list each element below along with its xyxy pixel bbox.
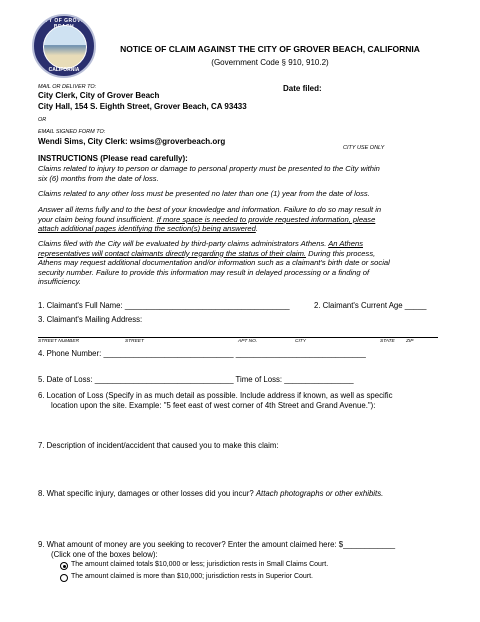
- amount-instructions: (Click one of the boxes below):: [51, 550, 158, 559]
- option-small-claims-label: The amount claimed totals $10,000 or less; jurisdiction rests in Small Claims Court.: [71, 561, 329, 568]
- mailing-address-label: 3. Claimant's Mailing Address:: [38, 315, 143, 324]
- recipient-address: City Hall, 154 S. Eighth Street, Grover Beach, CA 93433: [38, 102, 247, 111]
- mail-label: MAIL OR DELIVER TO:: [38, 84, 97, 90]
- instructions-p1: [38, 164, 448, 183]
- addr-state-label: STATE: [380, 339, 395, 344]
- injury-damages-question: 8. What specific injury, damages or other losses did you incur?: [38, 489, 256, 498]
- instructions-p3-line: Answer all items fully and to the best of your knowledge and information. Failure to do so may result in: [38, 205, 382, 214]
- instructions-p3-period: .: [255, 224, 258, 234]
- instructions-p2: Claims related to any other loss must be presented no later than one (1) year from the date of loss.: [38, 189, 370, 198]
- instructions-p3: [38, 205, 458, 234]
- injury-damages-field[interactable]: [38, 489, 383, 499]
- instructions-p4-line: security number. Failure to provide this information may result in delayed processing or a finding of: [38, 267, 370, 277]
- option-superior-court-label: The amount claimed is more than $10,000; jurisdiction rests in Superior Court.: [71, 573, 314, 580]
- city-seal-logo: [32, 14, 96, 78]
- seal-text-bottom: CALIFORNIA: [48, 67, 80, 73]
- date-filed-label: Date filed:: [283, 84, 322, 93]
- instructions-p1-line: six (6) months from the date of loss.: [38, 173, 159, 183]
- addr-street-label: STREET: [125, 339, 144, 344]
- email-line: Wendi Sims, City Clerk: wsims@groverbeach.org: [38, 137, 226, 146]
- seal-landscape: [43, 25, 87, 69]
- claimant-name-field[interactable]: 1. Claimant's Full Name: ______________________________________: [38, 301, 290, 310]
- seal-text-top: CITY OF GROVER: [39, 18, 89, 24]
- instructions-p3-text: your claim being found insufficient.: [38, 214, 157, 224]
- instructions-p4-underlined-2: representatives will contact claimants directly regarding the status of their claim.: [38, 248, 307, 258]
- instructions-p3-underlined: If more space is needed to provide requested information, please: [156, 214, 376, 224]
- instructions-p3-underlined-end: attach additional pages identifying the section(s) being answered: [38, 224, 256, 234]
- location-of-loss-field[interactable]: [38, 391, 458, 411]
- date-time-of-loss-field[interactable]: 5. Date of Loss: ________________________________ Time of Loss: ________________: [38, 375, 354, 384]
- phone-number-field[interactable]: 4. Phone Number: ______________________________ ______________________________: [38, 349, 366, 358]
- radio-small-claims[interactable]: [60, 562, 68, 570]
- instructions-p4-line: insufficiency.: [38, 277, 81, 287]
- addr-zip-label: ZIP: [406, 339, 414, 344]
- incident-description-field[interactable]: 7. Description of incident/accident that caused you to make this claim:: [38, 441, 279, 450]
- radio-superior-court[interactable]: [60, 574, 68, 582]
- city-use-only: CITY USE ONLY: [343, 145, 385, 151]
- instructions-p4-text: Claims filed with the City will be evaluated by third-party claims administrators Athens.: [38, 239, 329, 248]
- injury-damages-attach-note: Attach photographs or other exhibits.: [255, 489, 384, 498]
- instructions-p4-underlined: An Athens: [328, 239, 363, 248]
- addr-street-number-label: STREET NUMBER: [38, 339, 80, 344]
- instructions-heading: INSTRUCTIONS (Please read carefully):: [38, 154, 188, 163]
- addr-city-label: CITY: [295, 339, 306, 344]
- amount-claimed-field[interactable]: 9. What amount of money are you seeking to recover? Enter the amount claimed here: $____________: [38, 540, 396, 549]
- form-title: NOTICE OF CLAIM AGAINST THE CITY OF GROVER BEACH, CALIFORNIA: [120, 44, 420, 54]
- instructions-p4: [38, 239, 458, 287]
- claimant-age-field[interactable]: 2. Claimant's Current Age _____: [314, 301, 427, 310]
- addr-apt-label: APT NO.: [238, 339, 258, 344]
- mailing-address-line[interactable]: [38, 337, 438, 338]
- or-label: OR: [38, 117, 47, 123]
- form-subtitle: (Government Code § 910, 910.2): [211, 58, 329, 67]
- instructions-p1-line: Claims related to injury to person or damage to personal property must be presented to the City within: [38, 164, 380, 173]
- recipient: City Clerk, City of Grover Beach: [38, 91, 160, 100]
- location-of-loss-line: location upon the site. Example: "5 feet east of west corner of 4th Street and Grand Avenue."):: [51, 401, 376, 410]
- location-of-loss-line: 6. Location of Loss (Specify in as much detail as possible. Include address if known, as well as specific: [38, 391, 393, 400]
- instructions-p4-line: Athens may request additional documentation and/or information such as a claimant's birth date or social: [38, 258, 390, 268]
- email-label: EMAIL SIGNED FORM TO:: [38, 129, 106, 135]
- instructions-p4-text-2: During this process,: [306, 248, 376, 258]
